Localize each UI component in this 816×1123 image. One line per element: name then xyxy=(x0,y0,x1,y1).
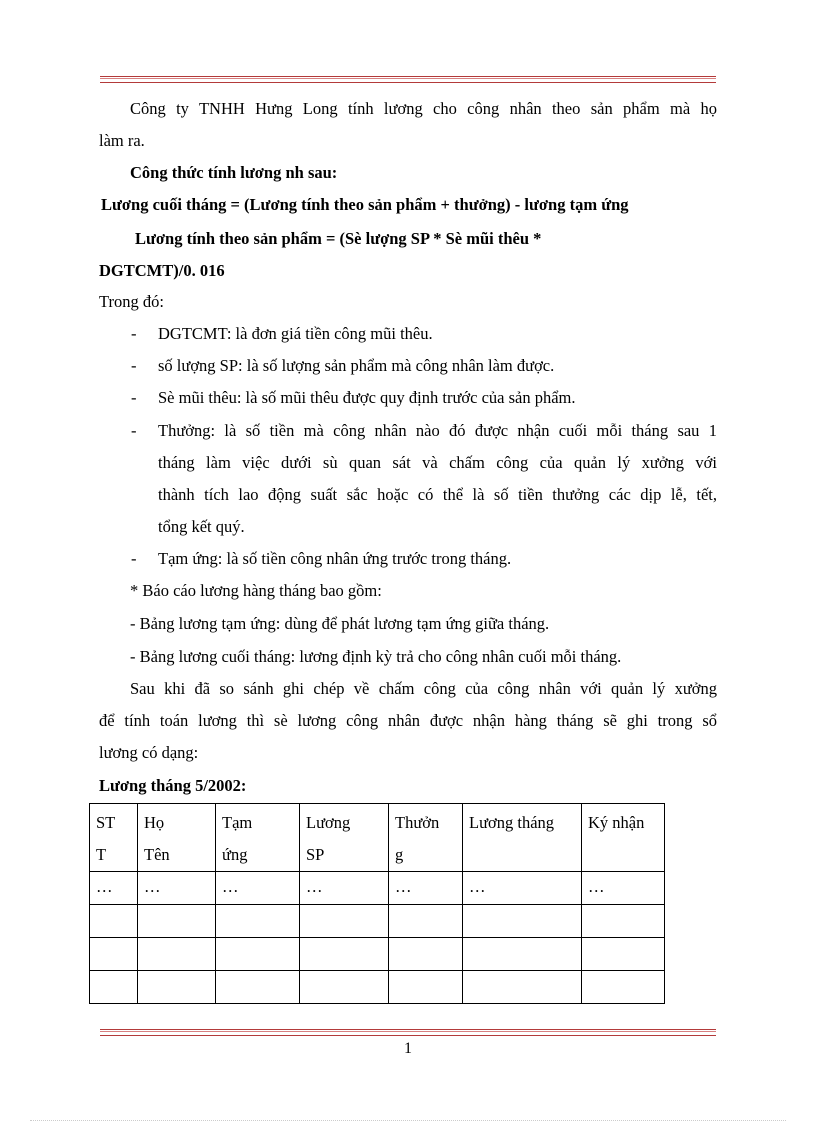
closing-line-3: lương có dạng: xyxy=(99,743,199,762)
table-cell xyxy=(138,938,216,971)
definition-thuong-line-1: Thưởng: là số tiền mà công nhân nào đó được nhận cuối mỗi tháng sau 1 xyxy=(158,421,717,440)
table-cell xyxy=(463,971,582,1004)
header-luong-thang: Lương tháng xyxy=(463,804,582,872)
table-cell xyxy=(300,905,389,938)
salary-table xyxy=(89,803,665,1004)
header-stt: ST T xyxy=(90,804,138,872)
table-cell: … xyxy=(138,872,216,905)
definition-tam-ung: Tạm ứng: là số tiền công nhân ứng trước trong tháng. xyxy=(158,549,512,568)
table-cell: … xyxy=(90,872,138,905)
table-title: Lương tháng 5/2002: xyxy=(99,776,247,795)
definition-dgtcmt: DGTCMT: là đơn giá tiền công mũi thêu. xyxy=(158,324,433,343)
table-cell: … xyxy=(463,872,582,905)
reports-item-2: - Bảng lương cuối tháng: lương định kỳ trả cho công nhân cuối mỗi tháng. xyxy=(130,647,622,666)
header-luong-sp: Lương SP xyxy=(300,804,389,872)
table-cell xyxy=(389,938,463,971)
table-cell: … xyxy=(216,872,300,905)
header-rule xyxy=(100,76,716,83)
table-cell xyxy=(582,938,665,971)
table-cell: … xyxy=(300,872,389,905)
reports-heading: * Báo cáo lương hàng tháng bao gồm: xyxy=(130,581,382,600)
table-cell: … xyxy=(582,872,665,905)
formula-product-line-1: Lương tính theo sản phẩm = (Sè lượng SP * Sè mũi thêu * xyxy=(135,229,542,248)
formula-heading: Công thức tính lương nh sau: xyxy=(130,163,338,182)
bullet-dash: - xyxy=(131,324,137,343)
where-label: Trong đó: xyxy=(99,292,164,311)
table-cell xyxy=(389,905,463,938)
definition-thuong-line-2: tháng làm việc dưới sù quan sát và chấm công của quản lý xưởng với xyxy=(158,453,717,472)
header-tam-ung: Tạm ứng xyxy=(216,804,300,872)
reports-item-1: - Bảng lương tạm ứng: dùng để phát lương tạm ứng giữa tháng. xyxy=(130,614,550,633)
bullet-dash: - xyxy=(131,388,137,407)
table-cell xyxy=(300,971,389,1004)
table-cell xyxy=(582,905,665,938)
definition-thuong-line-3: thành tích lao động suất sắc hoặc có thể là số tiền thưởng các dịp lễ, tết, xyxy=(158,485,717,504)
footer-rule xyxy=(100,1029,716,1036)
table-cell xyxy=(389,971,463,1004)
table-cell xyxy=(463,938,582,971)
definition-thuong-line-4: tổng kết quý. xyxy=(158,517,245,536)
table-cell xyxy=(216,971,300,1004)
closing-line-1: Sau khi đã so sánh ghi chép về chấm công của công nhân với quản lý xưởng xyxy=(130,679,717,698)
closing-line-2: để tính toán lương thì sè lương công nhân được nhận hàng tháng sẽ ghi trong sổ xyxy=(99,711,717,730)
bullet-dash: - xyxy=(131,421,137,440)
table-cell xyxy=(90,971,138,1004)
page-number: 1 xyxy=(404,1040,412,1057)
table-cell xyxy=(90,905,138,938)
table-cell xyxy=(138,905,216,938)
page-edge-divider xyxy=(30,1120,786,1121)
table-row xyxy=(90,872,665,905)
table-row xyxy=(90,971,665,1004)
table-cell xyxy=(463,905,582,938)
header-ho-ten: Họ Tên xyxy=(138,804,216,872)
table-cell xyxy=(216,938,300,971)
intro-line-1: Công ty TNHH Hưng Long tính lương cho công nhân theo sản phẩm mà họ xyxy=(130,99,717,118)
table-cell xyxy=(582,971,665,1004)
table-cell: … xyxy=(389,872,463,905)
bullet-dash: - xyxy=(131,549,137,568)
table-cell xyxy=(138,971,216,1004)
table-cell xyxy=(90,938,138,971)
definition-mui-theu: Sè mũi thêu: là số mũi thêu được quy định trước của sản phẩm. xyxy=(158,388,576,407)
table-cell xyxy=(300,938,389,971)
header-thuong: Thưởn g xyxy=(389,804,463,872)
table-header-row xyxy=(90,804,665,872)
table-cell xyxy=(216,905,300,938)
formula-product-line-2: DGTCMT)/0. 016 xyxy=(99,261,225,280)
intro-line-2: làm ra. xyxy=(99,131,145,150)
bullet-dash: - xyxy=(131,356,137,375)
definition-sp: số lượng SP: là số lượng sản phẩm mà công nhân làm được. xyxy=(158,356,555,375)
formula-main: Lương cuối tháng = (Lương tính theo sản phẩm + thưởng) - lương tạm ứng xyxy=(101,195,629,214)
table-row xyxy=(90,905,665,938)
table-row xyxy=(90,938,665,971)
header-ky-nhan: Ký nhận xyxy=(582,804,665,872)
